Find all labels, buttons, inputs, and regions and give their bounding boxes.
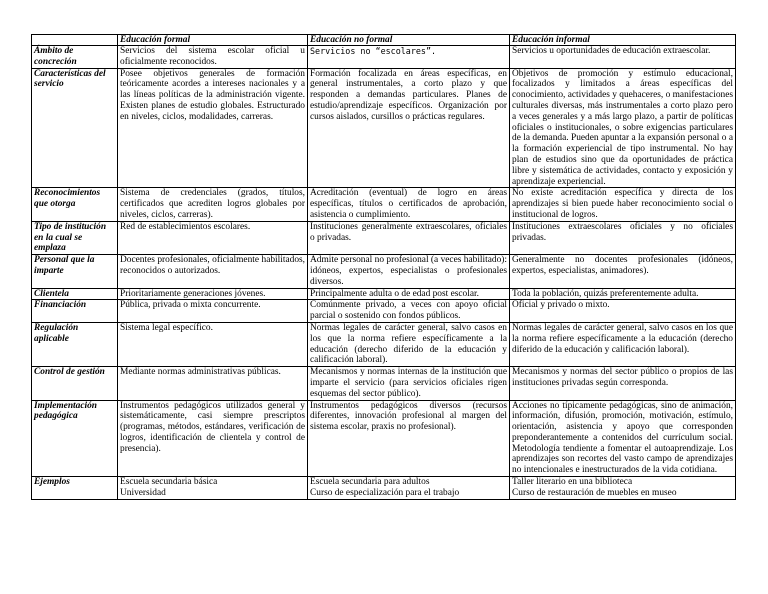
cell-formal: Sistema legal específico. <box>118 322 308 366</box>
cell-informal: No existe acreditación específica y directa de los aprendizajes si bien puede haber reconocimiento social o institucional de logros. <box>510 188 736 221</box>
example-item: Taller literario en una biblioteca <box>512 477 633 488</box>
cell-formal: Sistema de credenciales (grados, títulos, certificados que acrediten logros globales por niveles, ciclos, carreras). <box>118 188 308 221</box>
cell-informal: Toda la población, quizás preferentemente adulta. <box>510 288 736 300</box>
cell-informal: Normas legales de carácter general, salvo casos en los que la norma refiere específicamente a la educación (derecho diferido de la educación y calificación laboral). <box>510 322 736 366</box>
cell-informal: Servicios u oportunidades de educación extraescolar. <box>510 46 736 69</box>
header-empty <box>32 35 118 46</box>
table-row <box>32 188 736 221</box>
cell-no-formal: Principalmente adulta o de edad post escolar. <box>308 288 510 300</box>
cell-informal <box>510 477 736 500</box>
comparison-table <box>31 34 736 500</box>
cell-informal: Oficial y privado o mixto. <box>510 300 736 323</box>
example-item: Universidad <box>120 487 166 498</box>
table-row <box>32 288 736 300</box>
example-item: Curso de especialización para el trabajo <box>310 487 460 498</box>
cell-formal: Posee objetivos generales de formación teóricamente acordes a intereses nacionales y a las líneas políticas de la administración vigente. Existen planes de estudio globales. Estructurado en niveles, ciclos, modalidades, carreras. <box>118 68 308 188</box>
table-row <box>32 322 736 366</box>
row-label: Financiación <box>32 300 118 323</box>
cell-formal: Pública, privada o mixta concurrente. <box>118 300 308 323</box>
cell-no-formal: Instituciones generalmente extraescolares, oficiales o privadas. <box>308 221 510 254</box>
row-label: Clientela <box>32 288 118 300</box>
table-row <box>32 221 736 254</box>
row-label: Ejemplos <box>32 477 118 500</box>
cell-no-formal: Normas legales de carácter general, salvo casos en los que la norma refiere específicamente a la educación (derecho diferido de la educación y calificación laboral). <box>308 322 510 366</box>
cell-no-formal: Formación focalizada en áreas específicas, en general instrumentales, a corto plazo y que responden a demandas particulares. Planes de estudio/aprendizaje específicos. Organización por cursos aislados, cursillos o prácticas regulares. <box>308 68 510 188</box>
cell-no-formal <box>308 477 510 500</box>
table-row <box>32 477 736 500</box>
row-label: Control de gestión <box>32 367 118 400</box>
header-formal: Educación formal <box>118 35 308 46</box>
cell-formal: Prioritariamente generaciones jóvenes. <box>118 288 308 300</box>
row-label: Reconocimientos que otorga <box>32 188 118 221</box>
row-label: Implementación pedagógica <box>32 400 118 477</box>
cell-formal: Docentes profesionales, oficialmente habilitados, reconocidos o autorizados. <box>118 255 308 288</box>
cell-informal: Acciones no típicamente pedagógicas, sino de animación, información, difusión, promoción, motivación, estímulo, orientación, asistencia y apoyo que corresponden preponderantemente a contenidos del currículum social. Metodología tendiente a fomentar el autoaprendizaje. Los aprendizajes son recortes del vasto campo de aprendizajes no intencionales e inestructurados de la vida cotidiana. <box>510 400 736 477</box>
cell-informal: Generalmente no docentes profesionales (idóneos, expertos, especialistas, animadores). <box>510 255 736 288</box>
row-label: Personal que la imparte <box>32 255 118 288</box>
cell-no-formal: Admite personal no profesional (a veces habilitado): idóneos, expertos, especialistas o profesionales diversos. <box>308 255 510 288</box>
table-row <box>32 46 736 69</box>
cell-formal <box>118 477 308 500</box>
table-row <box>32 255 736 288</box>
table-row <box>32 367 736 400</box>
row-label: Tipo de institución en la cual se emplaza <box>32 221 118 254</box>
table-row <box>32 68 736 188</box>
example-item: Escuela secundaria básica <box>120 477 218 488</box>
header-no-formal: Educación no formal <box>308 35 510 46</box>
example-item: Curso de restauración de muebles en museo <box>512 487 677 498</box>
cell-formal: Instrumentos pedagógicos utilizados general y sistemáticamente, casi siempre prescriptos (programas, métodos, estándares, verificación de logros, identificación de clientela y control de presencia). <box>118 400 308 477</box>
cell-informal: Instituciones extraescolares oficiales y no oficiales privadas. <box>510 221 736 254</box>
row-label: Características del servicio <box>32 68 118 188</box>
cell-formal: Red de establecimientos escolares. <box>118 221 308 254</box>
cell-formal: Servicios del sistema escolar oficial u oficialmente reconocidos. <box>118 46 308 69</box>
cell-informal: Objetivos de promoción y estímulo educacional, focalizados y limitados a áreas específicas del conocimiento, actividades y quehaceres, o manifestaciones culturales diversas, más instrumentales a corto plazo pero a veces generales y a más largo plazo, a partir de políticas oficiales o institucionales, o sobre exigencias particulares de la demanda. Pueden apuntar a la expansión personal o a la formación experiencial de tipo instrumental. No hay plan de estudios sino que da oportunidades de práctica libre y sistemática de actividades, contacto y exposición y aprendizaje experiencial. <box>510 68 736 188</box>
cell-informal: Mecanismos y normas del sector público o propios de las instituciones privadas según corresponda. <box>510 367 736 400</box>
cell-formal: Mediante normas administrativas públicas. <box>118 367 308 400</box>
table-row <box>32 400 736 477</box>
cell-no-formal: Acreditación (eventual) de logro en áreas específicas, títulos o certificados de aprobación, asistencia o cumplimiento. <box>308 188 510 221</box>
header-row <box>32 35 736 46</box>
cell-no-formal: Mecanismos y normas internas de la institución que imparte el servicio (para servicios oficiales rigen esquemas del sector público). <box>308 367 510 400</box>
example-item: Escuela secundaria para adultos <box>310 477 430 488</box>
cell-no-formal: Comúnmente privado, a veces con apoyo oficial parcial o sostenido con fondos públicos. <box>308 300 510 323</box>
cell-no-formal: Instrumentos pedagógicos diversos (recursos diferentes, innovación profesional al margen del sistema escolar, praxis no profesional). <box>308 400 510 477</box>
row-label: Ámbito de concreción <box>32 46 118 69</box>
table-row <box>32 300 736 323</box>
row-label: Regulación aplicable <box>32 322 118 366</box>
cell-no-formal: Servicios no “escolares”. <box>308 46 510 69</box>
header-informal: Educación informal <box>510 35 736 46</box>
